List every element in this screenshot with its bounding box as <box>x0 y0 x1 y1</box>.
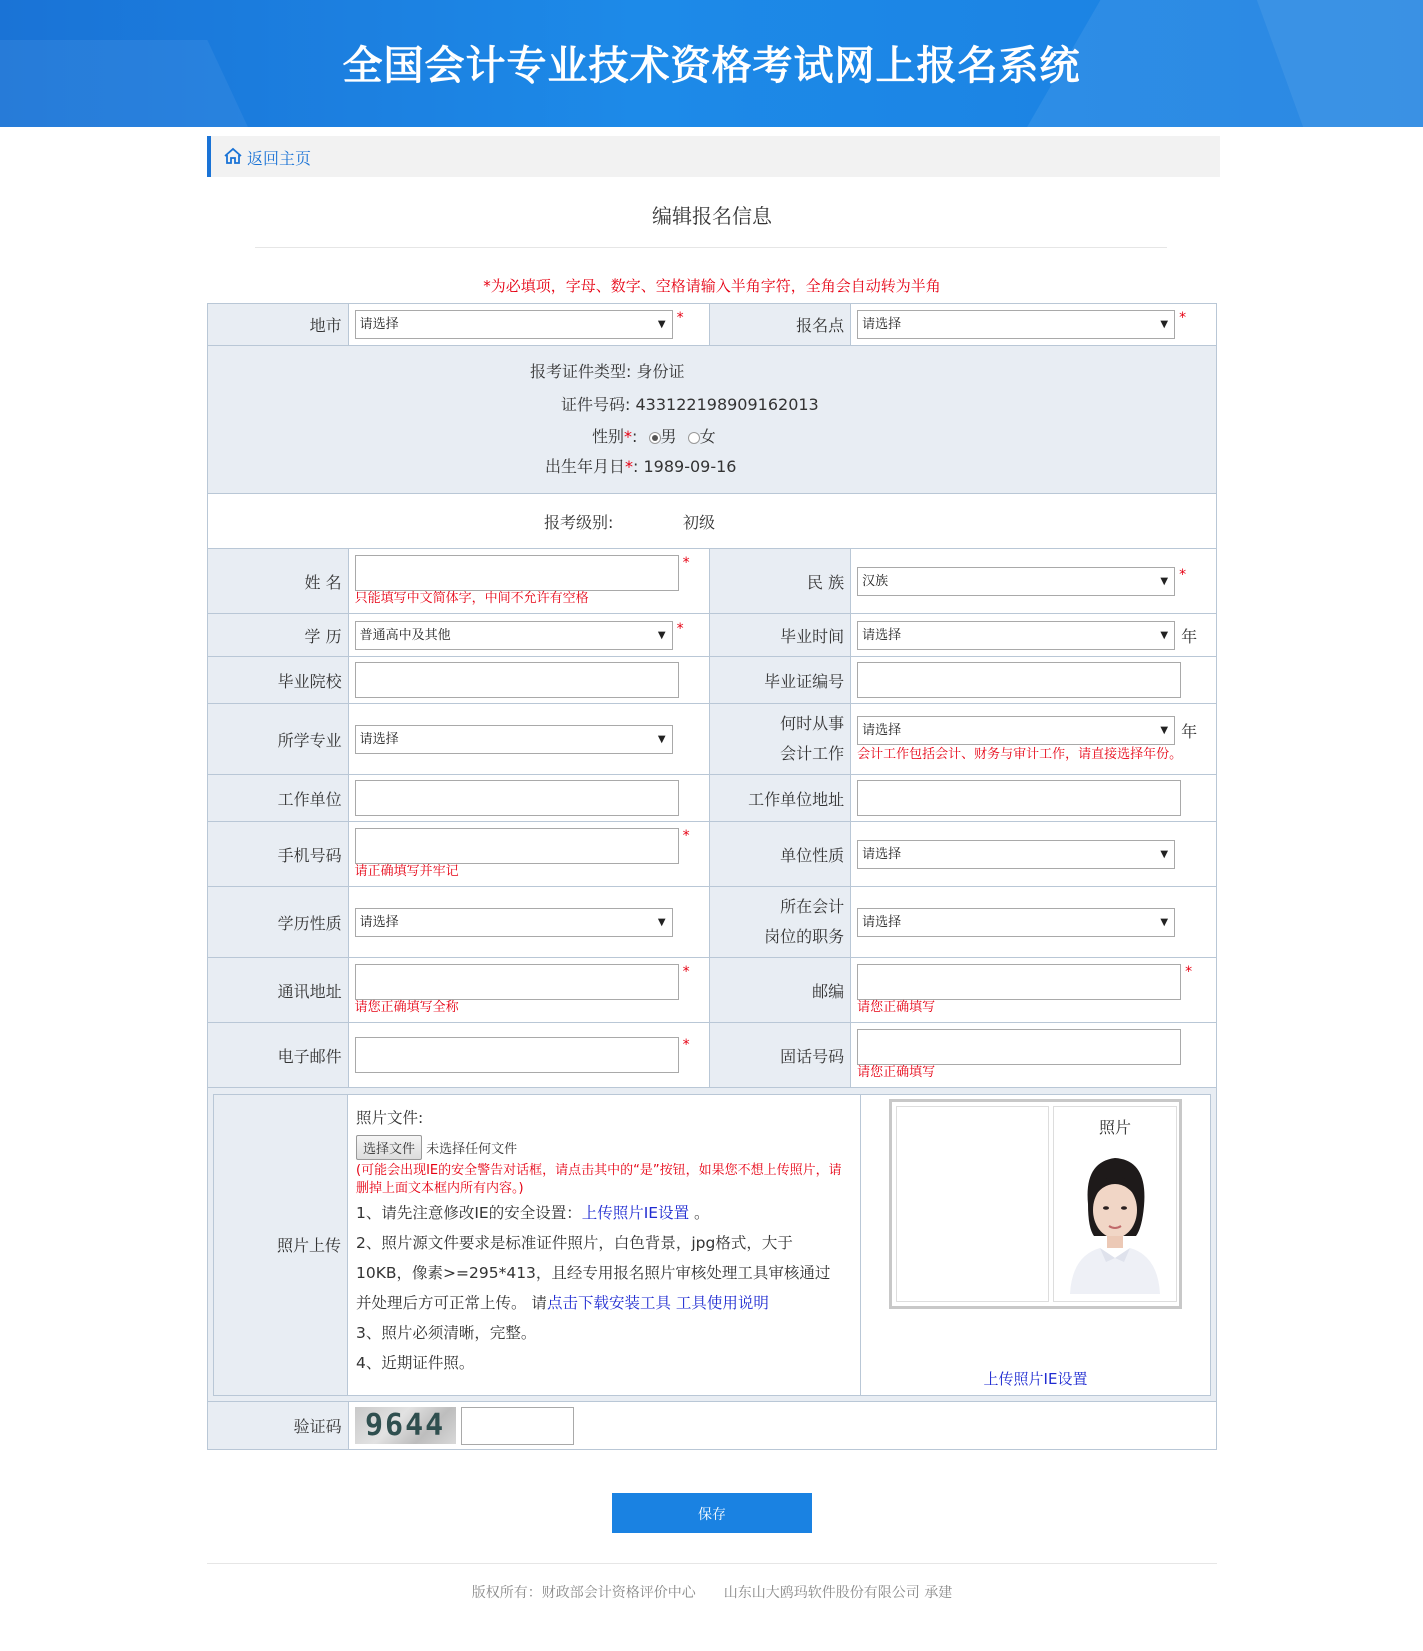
gender-male-radio[interactable] <box>649 432 661 444</box>
required-mark: * <box>1179 566 1187 583</box>
email-label: 电子邮件 <box>208 1023 349 1088</box>
position-label-line1: 所在会计 <box>780 897 845 916</box>
chevron-down-icon: ▼ <box>1160 848 1169 860</box>
ethnic-label: 民 族 <box>710 549 851 614</box>
required-mark: * <box>624 427 633 446</box>
chevron-down-icon: ▼ <box>1160 916 1169 928</box>
level-value: 初级 <box>683 513 716 532</box>
home-link-label: 返回主页 <box>247 149 312 168</box>
id-number-row <box>561 392 819 415</box>
gender-female-radio[interactable] <box>688 432 700 444</box>
photo-file-label: 照片文件: <box>356 1108 424 1127</box>
org-type-select[interactable] <box>857 840 1175 869</box>
ie-settings-bottom-link[interactable]: 上传照片IE设置 <box>983 1369 1088 1388</box>
city-label: 地市 <box>208 304 349 346</box>
name-input[interactable] <box>355 555 679 591</box>
photo-step3: 3、照片必须清晰，完整。 <box>356 1323 537 1342</box>
gender-female-label: 女 <box>699 427 716 446</box>
page-title: 编辑报名信息 <box>652 204 772 228</box>
identity-info <box>208 346 1217 494</box>
phone-hint: 请您正确填写 <box>857 1065 936 1080</box>
grad-time-select-value: 请选择 <box>862 627 902 643</box>
email-input[interactable] <box>355 1037 679 1073</box>
city-select[interactable] <box>355 310 673 339</box>
work-start-select-value: 请选择 <box>862 722 902 738</box>
employer-addr-label: 工作单位地址 <box>710 775 851 822</box>
captcha-label: 验证码 <box>208 1402 349 1450</box>
captcha-image[interactable]: 9644 <box>355 1407 456 1444</box>
postcode-input[interactable] <box>857 964 1181 1000</box>
phone-input[interactable] <box>857 1029 1181 1065</box>
photo-step2-line1: 2、照片源文件要求是标准证件照片，白色背景，jpg格式，大于 <box>356 1233 793 1252</box>
photo-step1-text: 1、请先注意修改IE的安全设置： <box>356 1203 582 1222</box>
captcha-input[interactable] <box>461 1407 574 1445</box>
chevron-down-icon: ▼ <box>657 319 666 330</box>
birth-colon: : <box>633 457 639 476</box>
header-banner <box>0 0 1423 127</box>
employer-input[interactable] <box>355 780 679 816</box>
required-mark: * <box>625 457 634 476</box>
cert-no-label: 毕业证编号 <box>710 657 851 704</box>
tool-guide-link[interactable]: 工具使用说明 <box>675 1293 769 1312</box>
ethnic-select-value: 汉族 <box>862 573 889 589</box>
gender-row <box>592 424 716 447</box>
photo-warning: (可能会出现IE的安全警告对话框，请点击其中的“是”按钮，如果您不想上传照片，请删掉上面文本框内所有内容。) <box>356 1162 842 1196</box>
chevron-down-icon: ▼ <box>657 733 666 745</box>
work-start-label-line2: 会计工作 <box>780 744 845 763</box>
position-label-line2: 岗位的职务 <box>764 927 845 946</box>
education-label: 学 历 <box>208 614 349 657</box>
name-hint: 只能填写中文简体字，中间不允许有空格 <box>354 591 589 606</box>
edu-type-select-value: 请选择 <box>359 914 399 930</box>
birth-label: 出生年月日 <box>545 457 626 476</box>
address-input[interactable] <box>355 964 679 1000</box>
ie-settings-link[interactable]: 上传照片IE设置 <box>581 1203 690 1222</box>
required-note: *为必填项，字母、数字、空格请输入半角字符，全角会自动转为半角 <box>483 277 941 295</box>
required-mark: * <box>676 620 684 637</box>
required-mark: * <box>676 310 684 326</box>
photo-section <box>208 1088 1217 1402</box>
city-select-value: 请选择 <box>359 317 399 332</box>
title-divider <box>255 247 1167 248</box>
required-mark: * <box>1185 964 1193 980</box>
birth-value: 1989-09-16 <box>643 457 737 476</box>
cert-no-input[interactable] <box>857 662 1181 698</box>
grad-time-label: 毕业时间 <box>710 614 851 657</box>
photo-step4: 4、近期证件照。 <box>356 1353 475 1372</box>
address-label: 通讯地址 <box>208 958 349 1023</box>
school-input[interactable] <box>355 662 679 698</box>
name-label: 姓 名 <box>208 549 349 614</box>
major-select[interactable] <box>355 725 673 754</box>
footer <box>207 1582 1217 1602</box>
position-select[interactable] <box>857 908 1175 937</box>
registration-form <box>207 303 1217 1450</box>
edu-type-select[interactable] <box>355 908 673 937</box>
phone-label: 固话号码 <box>710 1023 851 1088</box>
gender-colon: : <box>632 427 638 446</box>
footer-copyright: 版权所有：财政部会计资格评价中心 <box>471 1585 696 1601</box>
education-select-value: 普通高中及其他 <box>359 627 451 643</box>
position-select-value: 请选择 <box>862 914 902 930</box>
ethnic-select[interactable] <box>857 567 1175 596</box>
work-start-label <box>710 704 851 775</box>
gender-label: 性别 <box>592 427 625 446</box>
id-number-value: 433122198909162013 <box>635 395 819 414</box>
chevron-down-icon: ▼ <box>657 916 666 928</box>
major-select-value: 请选择 <box>359 731 399 747</box>
work-start-hint: 会计工作包括会计、财务与审计工作，请直接选择年份。 <box>857 746 1183 762</box>
id-number-label: 证件号码: <box>561 395 631 414</box>
required-mark: * <box>1179 310 1187 326</box>
chevron-down-icon: ▼ <box>1160 575 1169 587</box>
photo-preview <box>1053 1106 1177 1302</box>
grad-time-select[interactable] <box>857 621 1175 650</box>
required-mark: * <box>682 964 690 980</box>
file-status: 未选择任何文件 <box>426 1141 518 1157</box>
mobile-hint: 请正确填写并牢记 <box>354 864 459 879</box>
photo-preview-area <box>861 1094 1211 1395</box>
choose-file-button[interactable]: 选择文件 <box>356 1135 422 1160</box>
education-select[interactable] <box>355 621 673 650</box>
chevron-down-icon: ▼ <box>1160 319 1169 330</box>
year-unit: 年 <box>1181 626 1198 646</box>
id-type-label: 报考证件类型: <box>530 362 632 381</box>
year-unit: 年 <box>1181 721 1198 741</box>
photo-frame <box>889 1099 1182 1309</box>
edu-type-label: 学历性质 <box>208 887 349 958</box>
employer-addr-input[interactable] <box>857 780 1181 816</box>
system-title: 全国会计专业技术资格考试网上报名系统 <box>342 43 1081 89</box>
breadcrumb <box>207 136 1220 177</box>
photo-instructions <box>348 1094 861 1395</box>
home-link[interactable] <box>223 146 311 169</box>
mobile-input[interactable] <box>355 828 679 864</box>
portrait-photo <box>1058 1144 1172 1294</box>
postcode-hint: 请您正确填写 <box>857 1000 936 1015</box>
site-label: 报名点 <box>710 304 851 346</box>
chevron-down-icon: ▼ <box>1160 629 1169 641</box>
postcode-label: 邮编 <box>710 958 851 1023</box>
photo-step2-line3-text: 并处理后方可正常上传。 请 <box>356 1293 547 1312</box>
photo-label: 照片上传 <box>214 1094 348 1395</box>
photo-step1-end: 。 <box>694 1203 710 1222</box>
site-select-value: 请选择 <box>862 317 902 332</box>
photo-step1 <box>356 1198 852 1228</box>
site-select[interactable] <box>857 310 1175 339</box>
required-mark: * <box>682 555 690 571</box>
id-type-value: 身份证 <box>636 362 685 381</box>
org-type-select-value: 请选择 <box>862 846 902 862</box>
photo-step2-line3 <box>356 1288 852 1318</box>
level-label: 报考级别: <box>544 513 614 532</box>
org-type-label: 单位性质 <box>710 822 851 887</box>
address-hint: 请您正确填写全称 <box>354 1000 459 1015</box>
required-mark: * <box>682 1037 690 1053</box>
position-label <box>710 887 851 958</box>
download-tool-link[interactable]: 点击下载安装工具 <box>546 1293 671 1312</box>
footer-builder: 山东山大鸥玛软件股份有限公司 承建 <box>723 1585 953 1601</box>
photo-preview-title: 照片 <box>1098 1117 1131 1137</box>
school-label: 毕业院校 <box>208 657 349 704</box>
required-mark: * <box>682 828 690 844</box>
work-start-select[interactable] <box>857 716 1175 745</box>
photo-frame-left <box>896 1106 1049 1302</box>
employer-label: 工作单位 <box>208 775 349 822</box>
chevron-down-icon: ▼ <box>1160 724 1169 736</box>
chevron-down-icon: ▼ <box>657 629 666 641</box>
birth-row <box>545 454 736 477</box>
home-icon <box>223 147 247 169</box>
level-row <box>208 494 1217 549</box>
mobile-label: 手机号码 <box>208 822 349 887</box>
photo-step2-line2: 10KB，像素>=295*413，且经专用报名照片审核处理工具审核通过 <box>356 1263 831 1282</box>
gender-male-label: 男 <box>660 427 677 446</box>
id-type-row <box>530 359 685 382</box>
work-start-label-line1: 何时从事 <box>780 714 845 733</box>
footer-divider <box>207 1563 1217 1564</box>
save-button[interactable]: 保存 <box>612 1493 812 1533</box>
major-label: 所学专业 <box>208 704 349 775</box>
